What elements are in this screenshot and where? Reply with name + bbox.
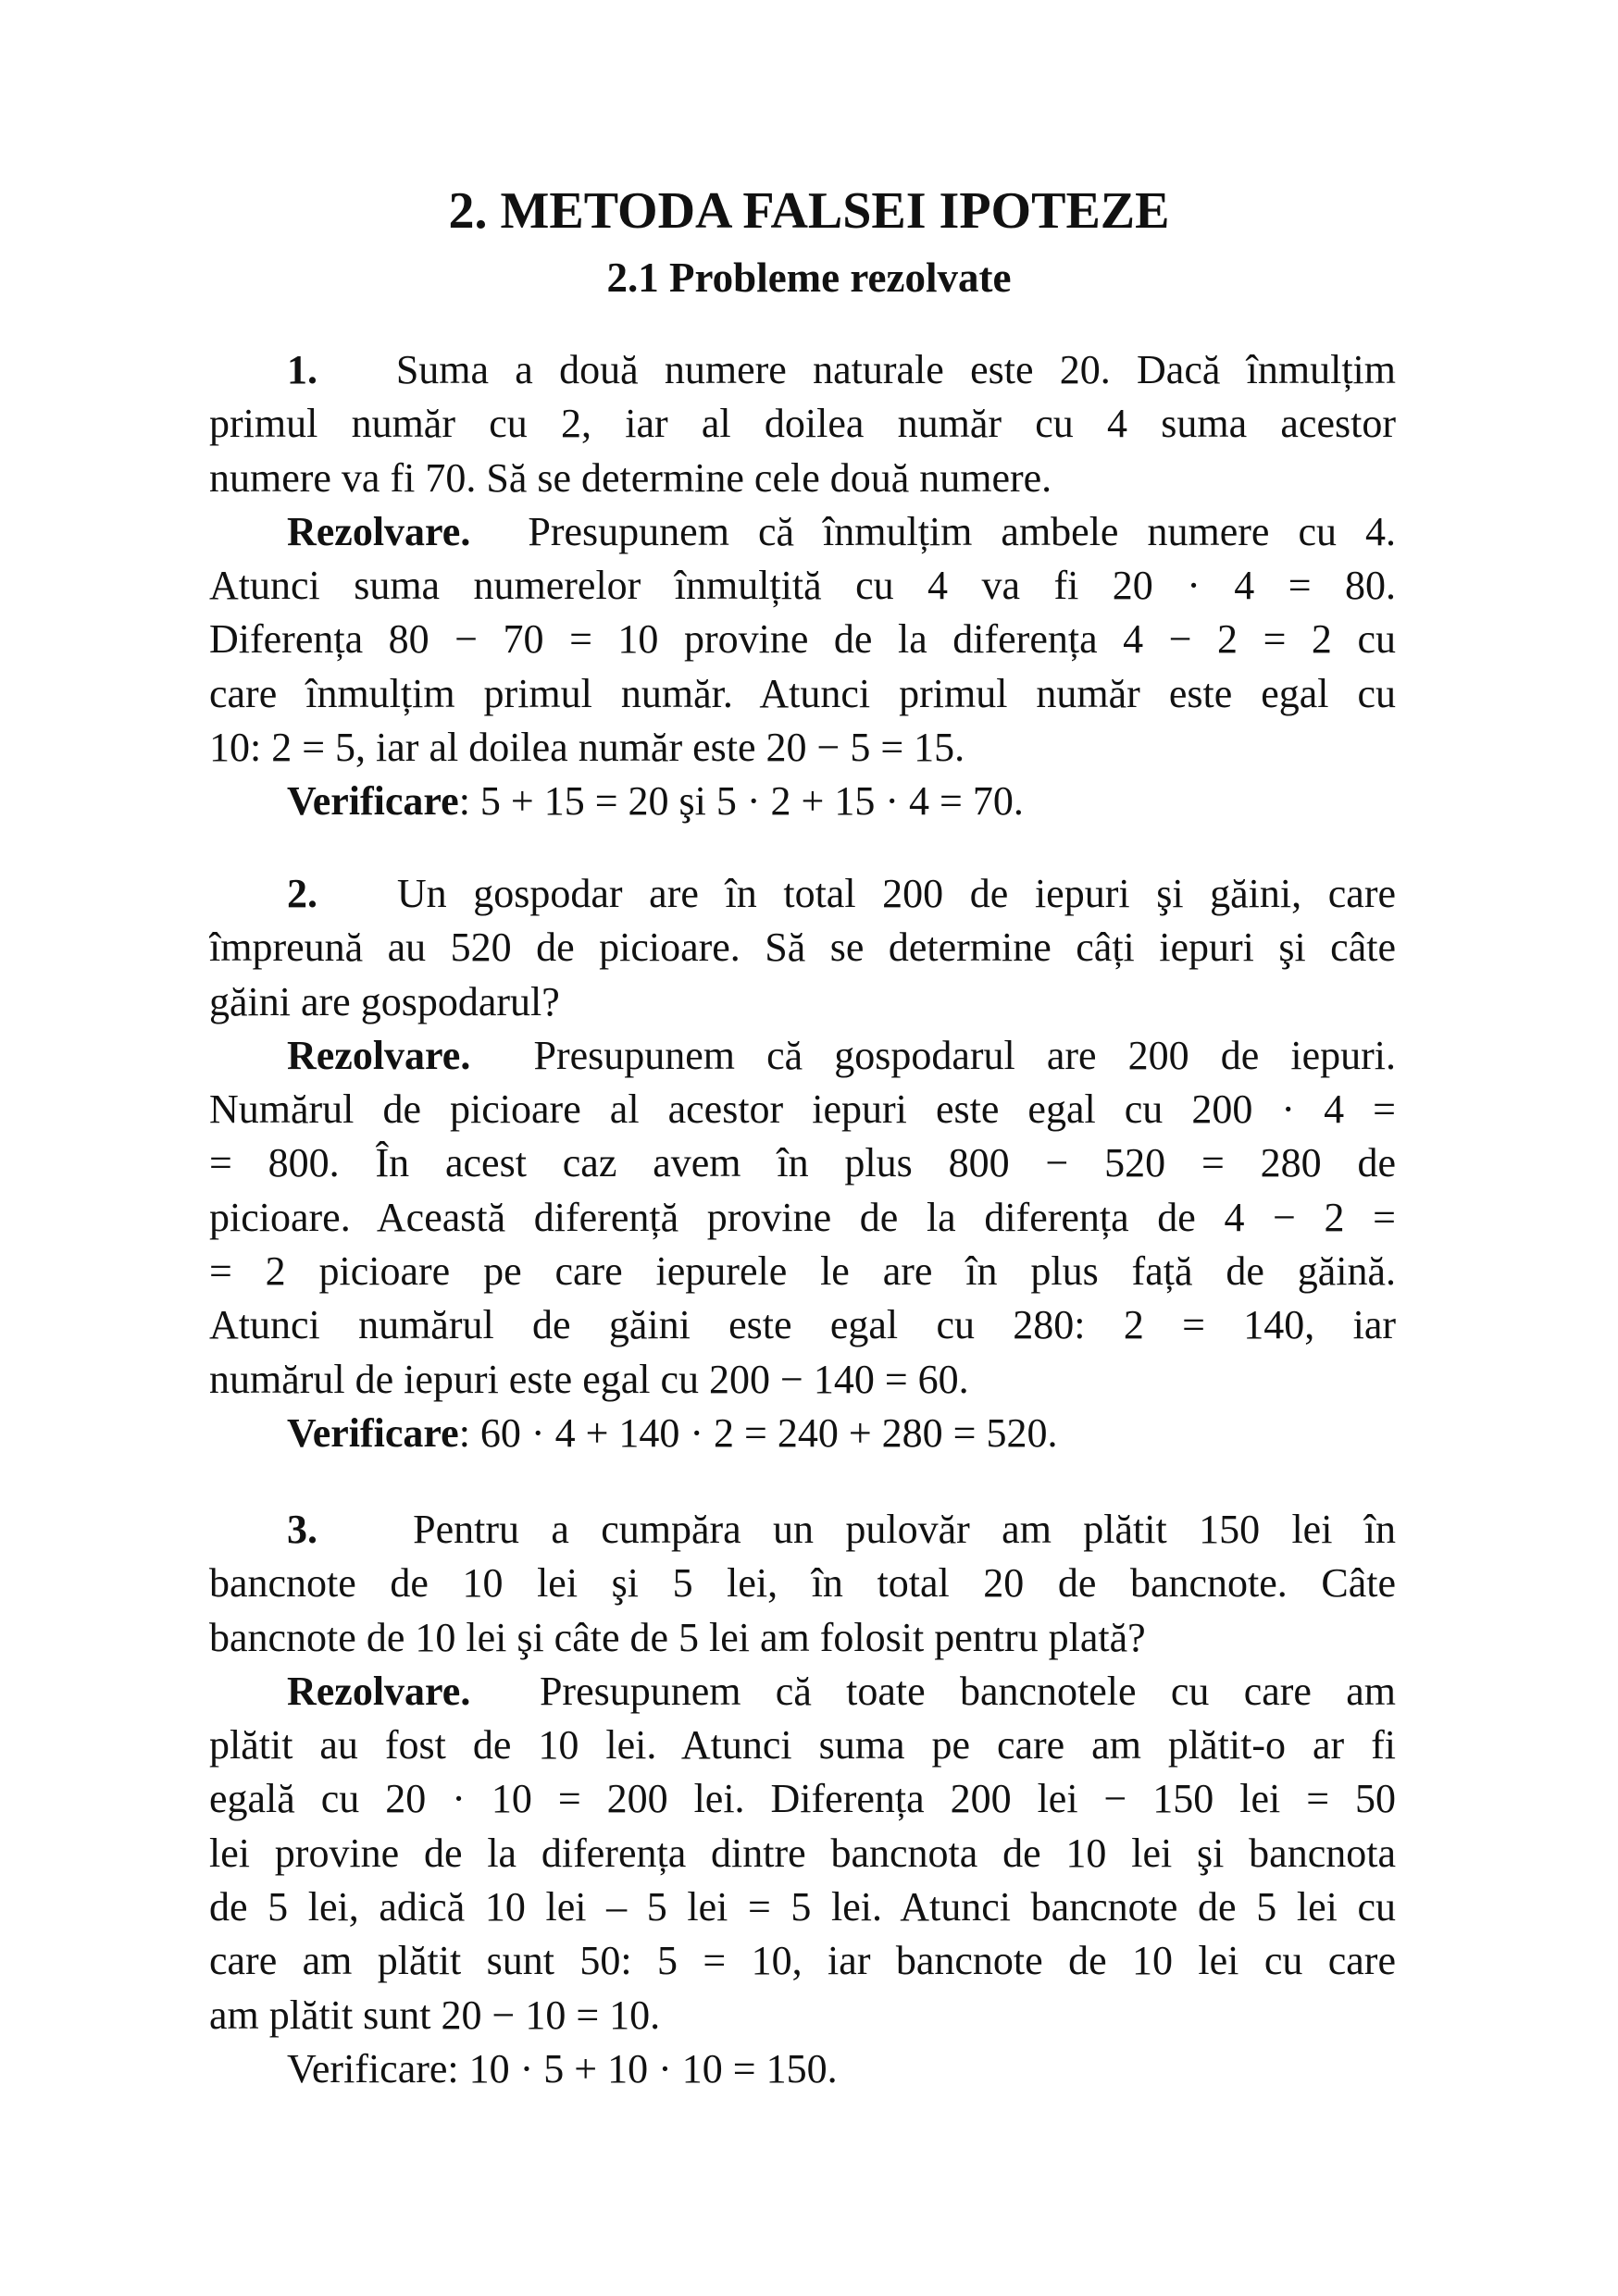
solution-text: lei provine de la diferența dintre bancnota de 10 lei şi bancnota: [209, 1830, 1396, 1876]
solution-line: [209, 721, 1396, 775]
solution-text: de 5 lei, adică 10 lei – 5 lei = 5 lei. Atunci bancnote de 5 lei cu: [209, 1884, 1396, 1930]
solution-text: Presupunem că înmulțim ambele numere cu 4.: [528, 508, 1396, 554]
solution-text: numărul de iepuri este egal cu 200 − 140 = 60.: [209, 1356, 969, 1402]
section-title: 2.1 Probleme rezolvate: [606, 254, 1012, 301]
solution-label: Rezolvare.: [287, 1668, 471, 1714]
statement-line: [209, 1557, 1396, 1610]
solution-line: [209, 667, 1396, 721]
solution-text: Diferența 80 − 70 = 10 provine de la diferența 4 − 2 = 2 cu: [209, 616, 1396, 663]
problem-1: [209, 343, 1396, 829]
chapter-title: 2. METODA FALSEI IPOTEZE: [448, 182, 1170, 240]
statement-text: împreună au 520 de picioare. Să se determine câți iepuri şi câte: [209, 925, 1396, 971]
solution-text: care am plătit sunt 50: 5 = 10, iar bancnote de 10 lei cu care: [209, 1938, 1396, 1984]
solution-line: [209, 1191, 1396, 1245]
problem-number: 2.: [287, 871, 317, 916]
verification-line: [209, 775, 1396, 828]
solution-line: [209, 1353, 1396, 1407]
solution-label: Rezolvare.: [287, 508, 471, 554]
verification-text: : 5 + 15 = 20 şi 5 · 2 + 15 · 4 = 70.: [458, 778, 1024, 825]
statement-line: [209, 343, 1396, 397]
solution-line: [209, 1029, 1396, 1083]
solution-text: = 800. În acest caz avem în plus 800 − 520 = 280 de: [209, 1140, 1396, 1186]
solution-line: [209, 1827, 1396, 1880]
problem-2: [209, 867, 1396, 1460]
statement-text: bancnote de 10 lei şi câte de 5 lei am folosit pentru plată?: [209, 1614, 1146, 1660]
solution-text: Atunci suma numerelor înmulțită cu 4 va fi 20 · 4 = 80.: [209, 563, 1396, 609]
statement-line: [209, 921, 1396, 974]
solution-line: [209, 1665, 1396, 1719]
solution-text: care înmulțim primul număr. Atunci primul număr este egal cu: [209, 670, 1396, 716]
solution-text: am plătit sunt 20 − 10 = 10.: [209, 1992, 661, 2038]
solution-line: [209, 1136, 1396, 1190]
solution-text: Presupunem că toate bancnotele cu care am: [539, 1668, 1396, 1714]
statement-text: numere va fi 70. Să se determine cele două numere.: [209, 454, 1052, 501]
solution-line: [209, 613, 1396, 666]
solution-line: [209, 1934, 1396, 1988]
solution-text: Numărul de picioare al acestor iepuri este egal cu 200 · 4 =: [209, 1086, 1396, 1133]
solution-text: picioare. Această diferență provine de la diferența de 4 − 2 =: [209, 1194, 1396, 1240]
statement-text: primul număr cu 2, iar al doilea număr cu 4 suma acestor: [209, 401, 1396, 447]
verification-text: 10 · 5 + 10 · 10 = 150.: [458, 2045, 838, 2091]
problem-3: [209, 1503, 1396, 2096]
statement-line: [209, 1611, 1396, 1665]
solution-line: [209, 1083, 1396, 1136]
solution-label: Rezolvare.: [287, 1032, 471, 1078]
solution-line: [209, 1772, 1396, 1826]
verification-label: Verificare: [287, 1409, 459, 1456]
statement-line: [209, 975, 1396, 1029]
solution-line: [209, 1298, 1396, 1352]
solution-text: egală cu 20 · 10 = 200 lei. Diferența 200 lei − 150 lei = 50: [209, 1776, 1396, 1822]
verification-line: [209, 1407, 1396, 1460]
solution-text: Atunci numărul de găini este egal cu 280: 2 = 140, iar: [209, 1302, 1396, 1348]
solution-text: plătit au fost de 10 lei. Atunci suma pe care am plătit-o ar fi: [209, 1722, 1396, 1769]
statement-line: [209, 397, 1396, 451]
solution-line: [209, 1880, 1396, 1934]
solution-line: [209, 559, 1396, 613]
statement-line: [209, 867, 1396, 921]
solution-line: [209, 1245, 1396, 1298]
solution-text: Presupunem că gospodarul are 200 de iepuri.: [533, 1032, 1396, 1078]
statement-line: [209, 1503, 1396, 1557]
solution-line: [209, 1989, 1396, 2042]
statement-text: Un gospodar are în total 200 de iepuri şi găini, care: [396, 871, 1396, 916]
statement-text: Suma a două numere naturale este 20. Dacă înmulțim: [395, 347, 1396, 392]
solution-text: 10: 2 = 5, iar al doilea număr este 20 − 5 = 15.: [209, 725, 965, 771]
statement-line: [209, 452, 1396, 505]
solution-line: [209, 505, 1396, 559]
statement-text: Pentru a cumpăra un pulovăr am plătit 150 lei în: [413, 1507, 1396, 1552]
verification-line: [209, 2042, 1396, 2096]
statement-text: bancnote de 10 lei şi 5 lei, în total 20 de bancnote. Câte: [209, 1560, 1396, 1607]
verification-text: : 60 · 4 + 140 · 2 = 240 + 280 = 520.: [458, 1409, 1058, 1456]
statement-text: găini are gospodarul?: [209, 978, 560, 1024]
problem-number: 1.: [287, 347, 317, 392]
verification-label: Verificare:: [287, 2045, 459, 2091]
solution-line: [209, 1719, 1396, 1772]
verification-label: Verificare: [287, 778, 459, 825]
solution-text: = 2 picioare pe care iepurele le are în plus față de găină.: [209, 1248, 1396, 1295]
problem-number: 3.: [287, 1507, 317, 1552]
